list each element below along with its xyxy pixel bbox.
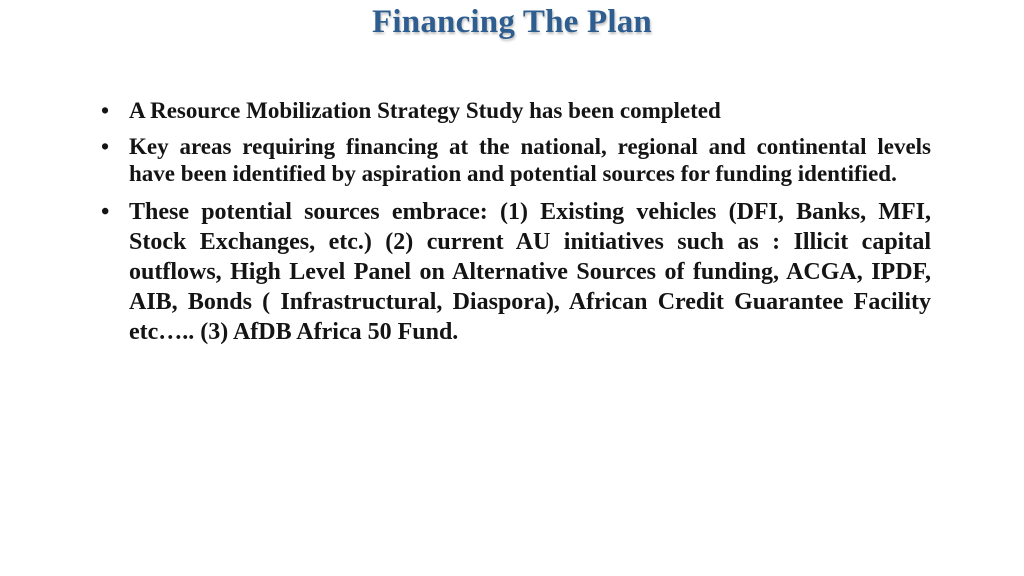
bullet-text: These potential sources embrace: (1) Existing vehicles (DFI, Banks, MFI, Stock Exchanges, etc.) (2) current AU initiatives such as : Illicit capital outflows, High Level Panel on Alternative Sources of funding, ACGA, IPDF, AIB, Bonds ( Infrastructural, Diaspora), African Credit Guarantee Facility etc….. (3) AfDB Africa 50 Fund. [129,199,931,345]
bullet-item-1 [99,97,931,125]
bullet-icon: • [101,134,110,159]
slide-title: Financing The Plan [372,4,652,40]
bullet-icon: • [101,98,110,123]
bullet-item-3 [99,197,931,347]
bullet-list [99,97,931,355]
bullet-text: Key areas requiring financing at the national, regional and continental levels have been identified by aspiration and potential sources for funding identified. [129,134,931,186]
bullet-icon: • [101,199,110,225]
bullet-text: A Resource Mobilization Strategy Study has been completed [129,98,721,123]
bullet-item-2 [99,133,931,187]
